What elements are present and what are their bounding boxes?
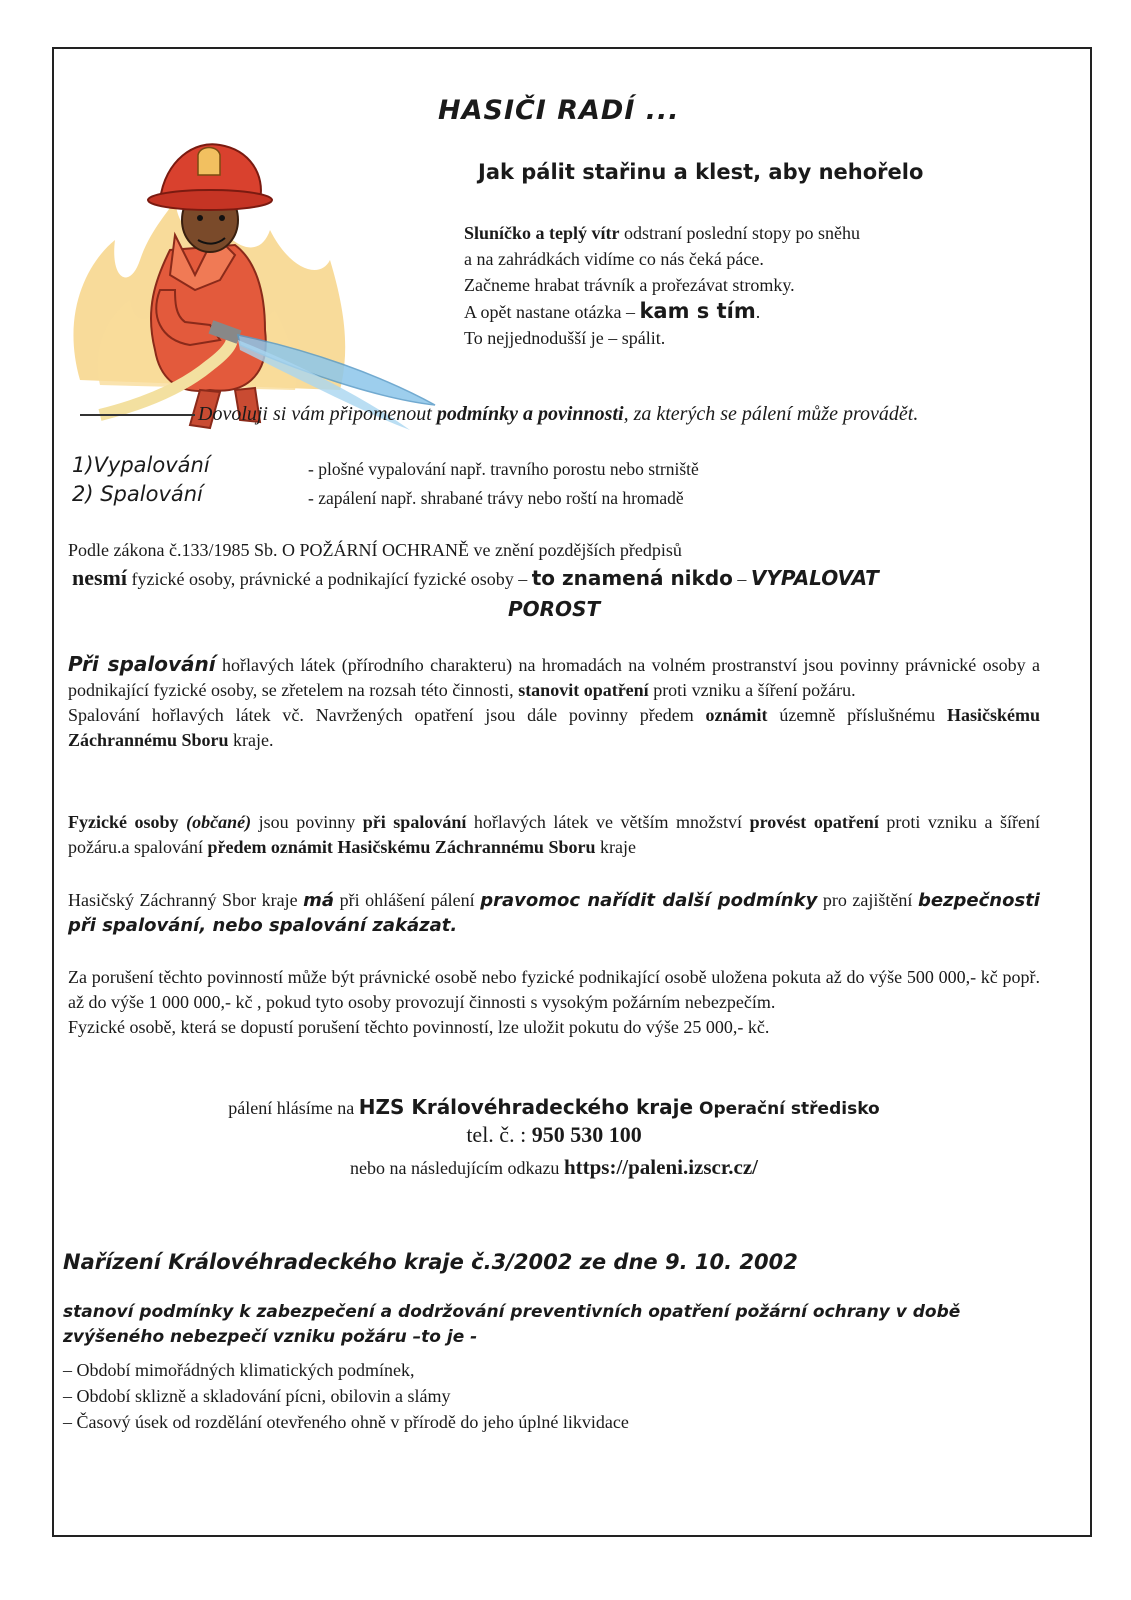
divider: [80, 414, 195, 416]
page-subtitle: Jak pálit stařinu a klest, aby nehořelo: [478, 160, 924, 184]
penalty-paragraph: Za porušení těchto povinností může být právnické osobě nebo fyzické podnikající osobě uložena pokuta až do výše 500 000,- kč popř. až do výše 1 000 000,- kč , pokud tyto osoby provozují činnosti s vysokým požárním nebezpečím. Fyzické osobě, která se dopustí porušení těchto povinností, lze uložit pokutu do výše 25 000,- kč.: [68, 967, 1040, 1037]
hzs-paragraph: Hasičský Záchranný Sbor kraje má při ohlášení pálení pravomoc nařídit další podmínky pro zajištění bezpečnosti při spalování, nebo spalování zakázat.: [68, 890, 1040, 936]
paleni-link[interactable]: https://paleni.izscr.cz/: [563, 1155, 758, 1179]
definition-term: 1)Vypalování: [72, 453, 210, 477]
citizens-paragraph: Fyzické osoby (občané) jsou povinny při spalování hořlavých látek ve větším množství provést opatření proti vzniku a šíření požáru.a spalování předem oznámit Hasičskému Záchrannému Sboru kraje: [68, 812, 1041, 857]
definition-text: - plošné vypalování např. travního porostu nebo strniště: [308, 459, 699, 479]
law-line: Podle zákona č.133/1985 Sb. O POŽÁRNÍ OCHRANĚ ve znění pozdějších předpisů: [68, 540, 682, 560]
definition-term: 2) Spalování: [72, 482, 203, 506]
firefighter-illustration: [60, 140, 450, 440]
reminder-line: Dovoluji si vám připomenout podmínky a povinnosti, za kterých se pálení může provádět.: [198, 403, 919, 425]
law-prohibition: nesmí fyzické osoby, právnické a podnikající fyzické osoby – to znamená nikdo – VYPALOVAT: [72, 565, 879, 590]
intro-text: Sluníčko a teplý vítr odstraní poslední stopy po sněhu a na zahrádkách vidíme co nás čeká páce. Začneme hrabat trávník a prořezávat stromky. A opět nastane otázka – kam s tím. To nejjednodušší je – spálit.: [464, 223, 861, 348]
contact-link: nebo na následujícím odkazu https://paleni.izscr.cz/: [350, 1155, 758, 1179]
definition-text: - zapálení např. shrabané trávy nebo roští na hromadě: [308, 488, 684, 508]
page-title: HASIČI RADÍ ...: [438, 95, 680, 126]
regulation-list: [63, 1357, 629, 1435]
contact-line: pálení hlásíme na HZS Královéhradeckého kraje Operační středisko: [228, 1095, 880, 1119]
list-item: – Období sklizně a skladování pícni, obilovin a slámy: [63, 1386, 451, 1406]
regulation-subtitle: stanoví podmínky k zabezpečení a dodržování preventivních opatření požární ochrany v době zvýšeného nebezpečí vzniku požáru –to je -: [63, 1302, 961, 1347]
list-item: – Časový úsek od rozdělání otevřeného ohně v přírodě do jeho úplné likvidace: [63, 1412, 629, 1432]
burning-paragraph: Při spalování hořlavých látek (přírodního charakteru) na hromadách na volném prostranství jsou povinny právnické osoby a podnikající fyzické osoby, se zřetelem na rozsah této činnosti, stanovit opatření proti vzniku a šíření požáru. Spalování hořlavých látek vč. Navržených opatření jsou dále povinny předem oznámit územně příslušnému Hasičskému Záchrannému Sboru kraje.: [68, 652, 1041, 750]
law-porost: POROST: [508, 597, 601, 621]
regulation-title: Nařízení Královéhradeckého kraje č.3/2002 ze dne 9. 10. 2002: [63, 1250, 798, 1274]
contact-phone: tel. č. : 950 530 100: [466, 1122, 642, 1147]
list-item: – Období mimořádných klimatických podmínek,: [63, 1360, 415, 1380]
